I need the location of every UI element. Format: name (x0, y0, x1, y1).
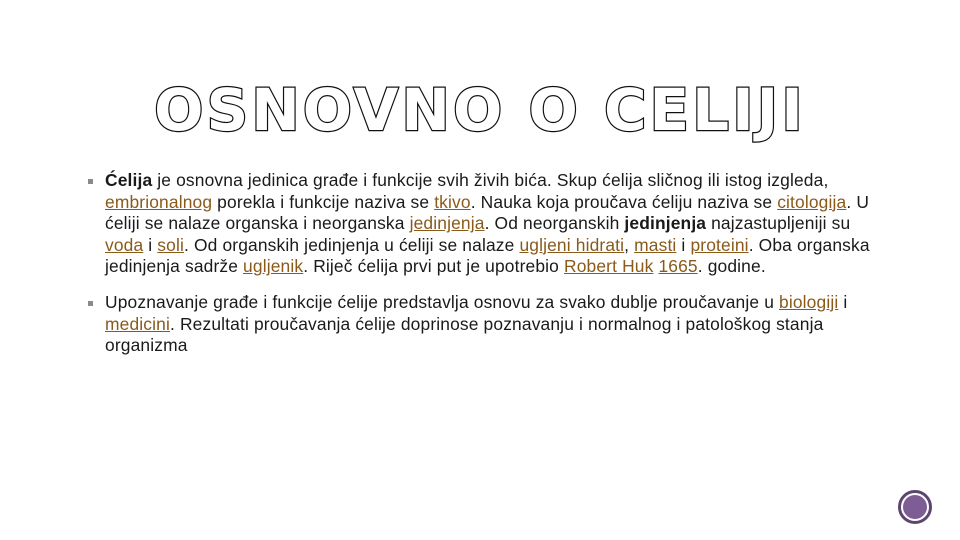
link-medicini[interactable]: medicini (105, 313, 170, 334)
text-span: i (838, 291, 848, 312)
text-span: . Oba organska jedinjenja sadrže (105, 234, 870, 277)
slide-content (86, 170, 876, 357)
text-span: i (143, 234, 158, 255)
text-span: . godine. (697, 256, 766, 277)
link-tkivo[interactable]: tkivo (434, 191, 471, 212)
link-ugljeni-hidrati[interactable]: ugljeni hidrati (519, 234, 625, 255)
text-span: porekla i funkcije naziva se (212, 191, 435, 212)
link-jedinjenja[interactable]: jedinjenja (409, 213, 485, 234)
link-citologija[interactable]: citologija (777, 191, 847, 212)
text-span: . Nauka koja proučava ćeliju naziva se (470, 191, 778, 212)
link-soli[interactable]: soli (157, 234, 184, 255)
bullet-marker (88, 179, 93, 184)
text-span: Upoznavanje građe i funkcije ćelije predstavlja osnovu za svako dublje proučavanje u (105, 291, 779, 312)
slide-title: OSNOVNO O CELIJI (154, 76, 806, 144)
bullet-cell-study (86, 292, 876, 357)
nav-circle-icon (903, 495, 927, 519)
text-span: . U ćeliji se nalaze organska i neorganska (105, 191, 870, 234)
bullet-marker (88, 301, 93, 306)
text-span: . Rezultati proučavanja ćelije doprinose poznavanju i normalnog i patološkog stanja organizma (105, 313, 824, 356)
text-span: . Od neorganskih (484, 213, 625, 234)
link-biologiji[interactable]: biologiji (779, 291, 839, 312)
text-span: najzastupljeniji su (706, 213, 851, 234)
text-span: , (624, 234, 635, 255)
link-robert-huk[interactable]: Robert Huk (563, 256, 654, 277)
term-celija: Ćelija (105, 170, 153, 190)
link-1665[interactable]: 1665 (658, 256, 698, 277)
link-proteini[interactable]: proteini (690, 234, 749, 255)
slide-nav-button[interactable] (898, 490, 932, 524)
link-ugljenik[interactable]: ugljenik (243, 256, 304, 277)
text-span: . Od organskih jedinjenja u ćeliji se nalaze (184, 234, 520, 255)
text-span: je osnovna jedinica građe i funkcije svih živih bića. Skup ćelija sličnog ili istog izgleda, (152, 170, 829, 190)
text-span: . Riječ ćelija prvi put je upotrebio (303, 256, 564, 277)
bullet-cell-definition (86, 170, 876, 278)
term-jedinjenja: jedinjenja (624, 213, 707, 234)
link-masti[interactable]: masti (634, 234, 677, 255)
link-voda[interactable]: voda (105, 234, 144, 255)
text-span: i (676, 234, 691, 255)
link-embrionalnog[interactable]: embrionalnog (105, 191, 213, 212)
